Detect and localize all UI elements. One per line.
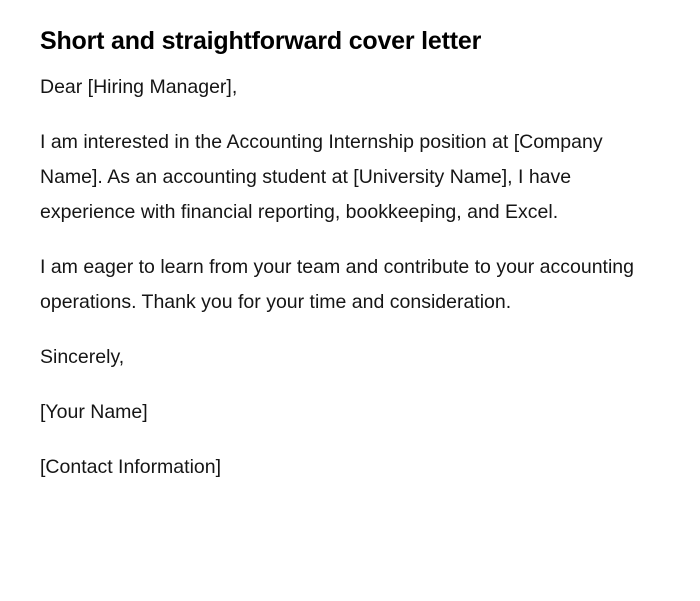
document-title: Short and straightforward cover letter — [40, 27, 482, 55]
signature-contact-info: [Contact Information] — [40, 456, 222, 478]
signature-name: [Your Name] — [40, 401, 148, 423]
letter-paragraph-closing-thanks: I am eager to learn from your team and contribute to your accounting operations. Thank you for your time and consideration. — [40, 256, 634, 313]
letter-greeting: Dear [Hiring Manager], — [40, 76, 238, 98]
letter-closing: Sincerely, — [40, 346, 125, 368]
letter-paragraph-interest: I am interested in the Accounting Internship position at [Company Name]. As an accounting student at [University Name], I have experience with financial reporting, bookkeeping, and Excel. — [40, 131, 603, 223]
